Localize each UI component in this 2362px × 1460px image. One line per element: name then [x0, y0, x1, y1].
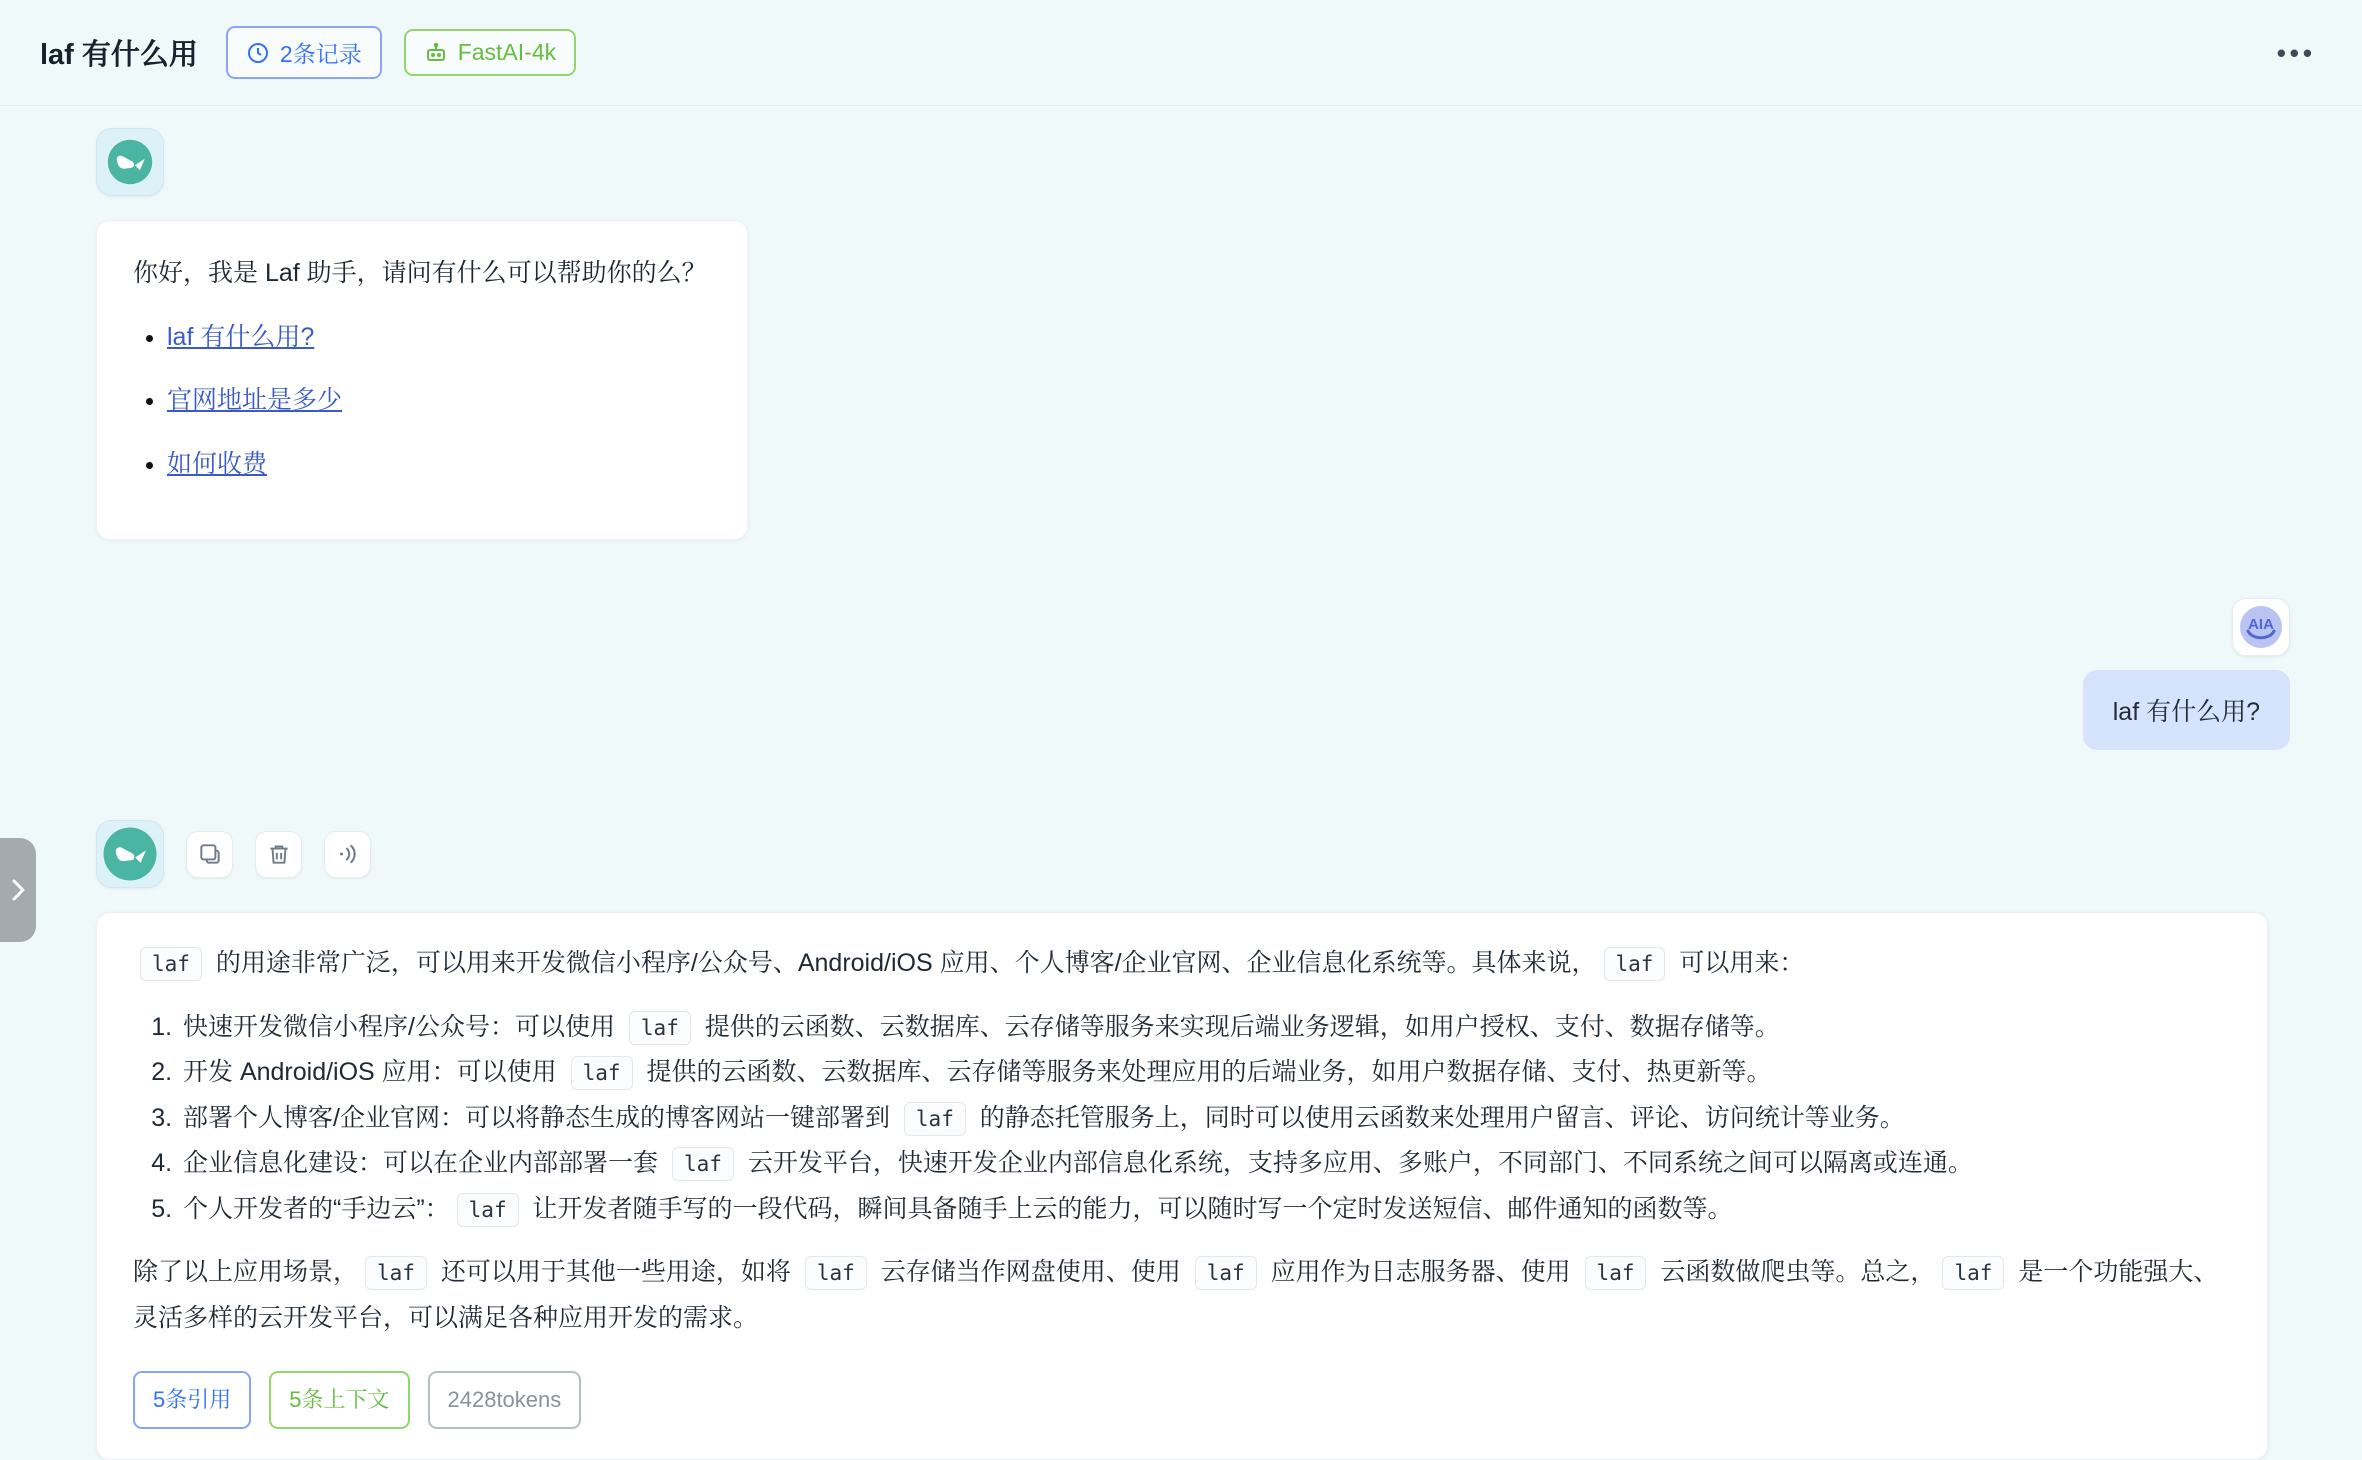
assistant-greeting-row	[96, 128, 2362, 540]
inline-code: laf	[140, 947, 202, 981]
inline-code: laf	[1195, 1256, 1257, 1290]
svg-text:AIA: AIA	[2248, 616, 2274, 633]
robot-icon	[424, 41, 448, 65]
chat-title: laf 有什么用	[40, 39, 198, 71]
greeting-link-item	[167, 382, 707, 420]
assistant-answer-card	[96, 912, 2268, 1460]
answer-badges	[133, 1371, 2229, 1429]
delete-button[interactable]	[255, 831, 302, 878]
answer-list-item: 2. 开发 Android/iOS 应用：可以使用 laf 提供的云函数、云数据库、云存储等服务来处理应用的后端业务，如用户数据存储、支付、热更新等。	[179, 1050, 2229, 1096]
inline-code: laf	[805, 1256, 867, 1290]
assistant-greeting-bubble	[96, 220, 748, 540]
assistant-avatar	[96, 820, 164, 888]
assistant-avatar	[96, 128, 164, 196]
context-badge[interactable]: 5条上下文	[269, 1371, 409, 1429]
more-menu-button[interactable]: •••	[2276, 38, 2316, 68]
records-badge[interactable]	[226, 26, 382, 79]
inline-code: laf	[904, 1102, 966, 1136]
greeting-link-item	[167, 446, 707, 484]
trash-icon	[266, 841, 292, 867]
inline-code: laf	[457, 1193, 519, 1227]
voice-button[interactable]	[324, 831, 371, 878]
copy-button[interactable]	[186, 831, 233, 878]
answer-list	[133, 1005, 2229, 1233]
user-avatar	[2232, 598, 2290, 656]
chat-header	[0, 0, 2362, 106]
chevron-right-icon	[8, 876, 28, 904]
sidebar-expand-handle[interactable]	[0, 838, 36, 942]
inline-code: laf	[571, 1056, 633, 1090]
tokens-badge: 2428tokens	[428, 1371, 582, 1429]
clock-icon	[246, 41, 270, 65]
greeting-link-list	[167, 319, 707, 484]
inline-code: laf	[1942, 1256, 2004, 1290]
answer-toolbar	[96, 820, 2268, 888]
model-badge-label: FastAI-4k	[457, 39, 557, 65]
assistant-answer-row	[96, 820, 2268, 1460]
answer-list-item: 4. 企业信息化建设：可以在企业内部部署一套 laf 云开发平台，快速开发企业内部信息化系统，支持多应用、多账户，不同部门、不同系统之间可以隔离或连通。	[179, 1141, 2229, 1187]
inline-code: laf	[365, 1256, 427, 1290]
greeting-text: 你好，我是 Laf 助手，请问有什么可以帮助你的么？	[133, 259, 707, 287]
chat-area	[0, 128, 2362, 1460]
copy-icon	[197, 841, 223, 867]
answer-outro: 除了以上应用场景， laf 还可以用于其他一些用途，如将 laf 云存储当作网盘使用、使用 laf 应用作为日志服务器、使用 laf 云函数做爬虫等。总之， laf 是一个功能强大、灵活多样的云开发平台，可以满足各种应用开发的需求。	[133, 1258, 2219, 1332]
greeting-question-link[interactable]: laf 有什么用?	[167, 322, 315, 351]
user-message-bubble: laf 有什么用?	[2083, 670, 2290, 750]
answer-list-item: 5. 个人开发者的“手边云”： laf 让开发者随手写的一段代码，瞬间具备随手上云的能力，可以随时写一个定时发送短信、邮件通知的函数等。	[179, 1187, 2229, 1233]
greeting-question-link[interactable]: 如何收费	[167, 449, 268, 478]
greeting-question-link[interactable]: 官网地址是多少	[167, 386, 343, 414]
inline-code: laf	[672, 1147, 734, 1181]
inline-code: laf	[1585, 1256, 1647, 1290]
user-avatar-icon	[2238, 604, 2284, 650]
inline-code: laf	[629, 1011, 691, 1045]
laf-logo-icon	[100, 824, 160, 884]
answer-list-item: 3. 部署个人博客/企业官网：可以将静态生成的博客网站一键部署到 laf 的静态托管服务上，同时可以使用云函数来处理用户留言、评论、访问统计等业务。	[179, 1096, 2229, 1142]
inline-code: laf	[1604, 947, 1666, 981]
records-badge-label: 2条记录	[279, 41, 362, 67]
greeting-link-item	[167, 319, 707, 357]
answer-list-item: 1. 快速开发微信小程序/公众号：可以使用 laf 提供的云函数、云数据库、云存储等服务来实现后端业务逻辑，如用户授权、支付、数据存储等。	[179, 1005, 2229, 1051]
model-badge[interactable]	[404, 29, 576, 76]
citations-badge[interactable]: 5条引用	[133, 1371, 251, 1429]
voice-icon	[335, 841, 361, 867]
laf-logo-icon	[102, 134, 158, 190]
answer-intro: laf 的用途非常广泛，可以用来开发微信小程序/公众号、Android/iOS 应用、个人博客/企业官网、企业信息化系统等。具体来说， laf 可以用来：	[133, 941, 2229, 987]
user-message-row	[0, 598, 2362, 750]
